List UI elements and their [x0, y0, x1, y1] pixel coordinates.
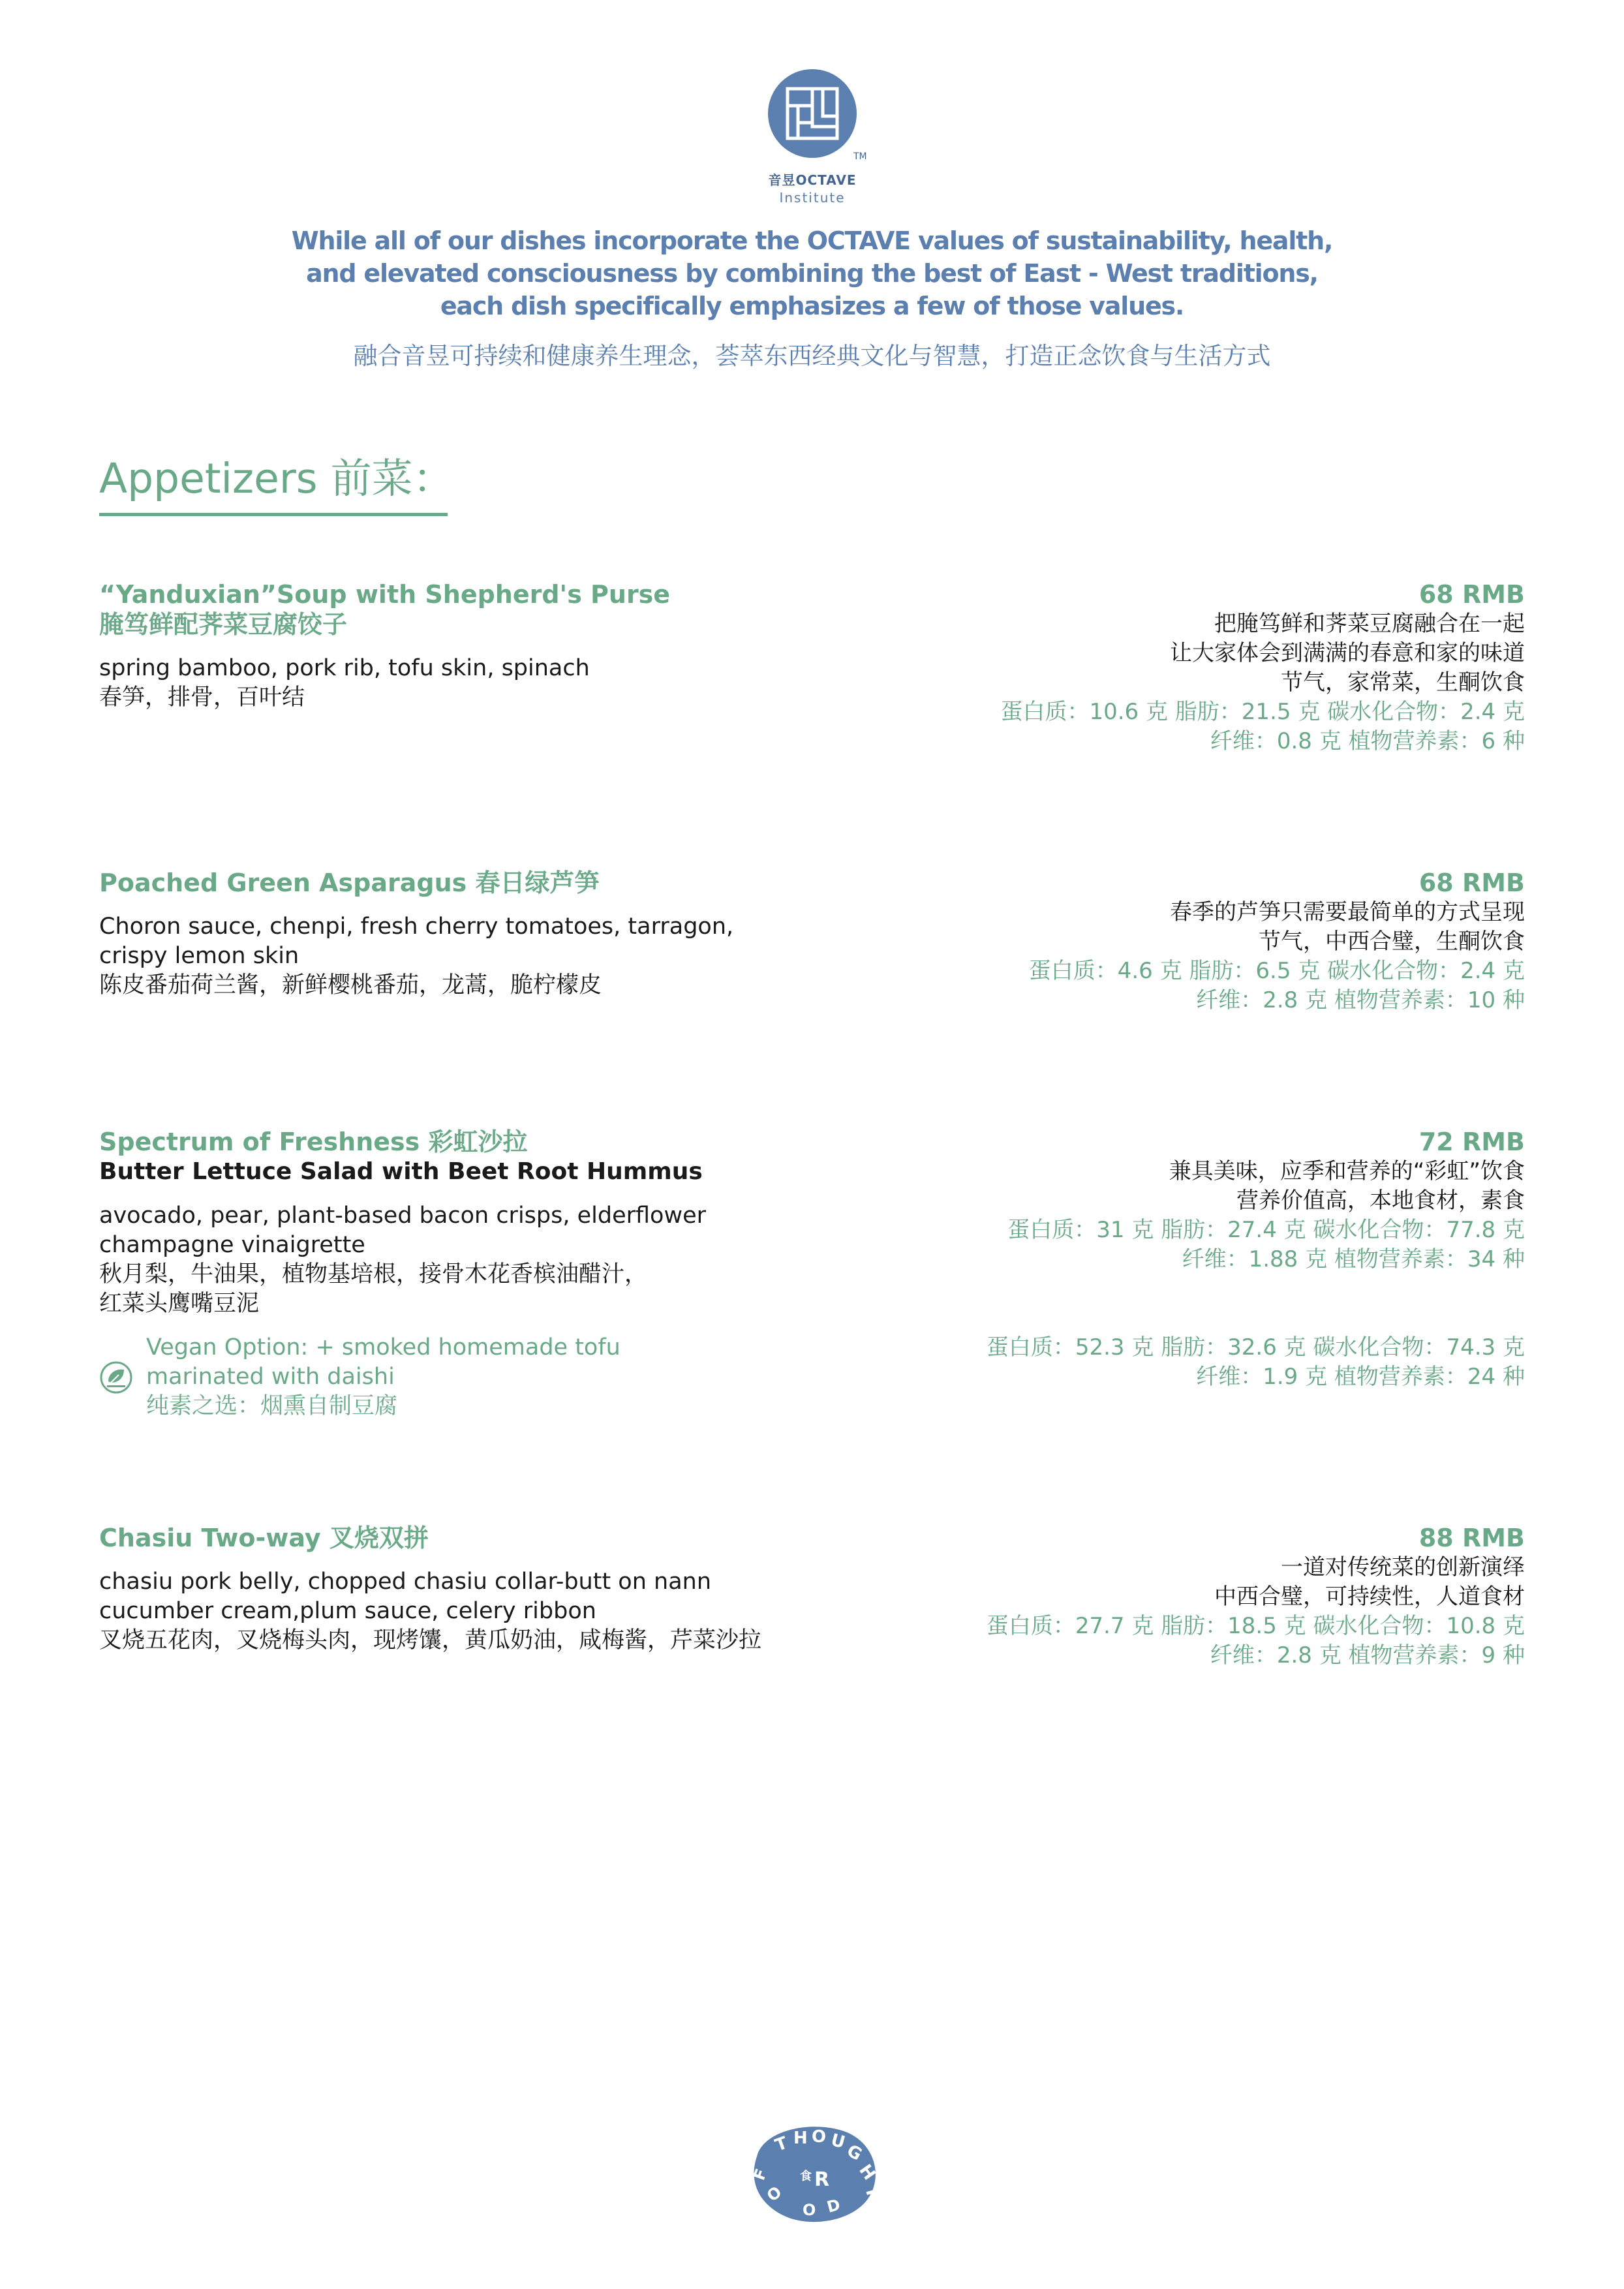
- item-price: 68 RMB: [1418, 868, 1525, 897]
- item-ingredients: spring bamboo, pork rib, tofu skin, spinach: [99, 655, 590, 681]
- item-subtitle: Butter Lettuce Salad with Beet Root Hummus: [99, 1158, 703, 1185]
- vegan-nutrition: [807, 1333, 1525, 1392]
- item-ingredients: Choron sauce, chenpi, fresh cherry tomatoes, tarragon,: [99, 914, 734, 940]
- item-ingredients: crispy lemon skin: [99, 943, 299, 969]
- item-right: [807, 579, 1525, 756]
- vegan-line: marinated with daishi: [146, 1364, 395, 1390]
- item-ingredients: champagne vinaigrette: [99, 1232, 365, 1258]
- vegan-line: 纯素之选：烟熏自制豆腐: [146, 1393, 398, 1419]
- item-ingredients: 叉烧五花肉，叉烧梅头肉，现烤馕，黄瓜奶油，咸梅酱，芹菜沙拉: [99, 1627, 762, 1653]
- item-ingredients: 春笋，排骨，百叶结: [99, 684, 305, 711]
- item-nutrition: 蛋白质：10.6 克 脂肪：21.5 克 碳水化合物：2.4 克: [1000, 699, 1525, 725]
- intro-line: each dish specifically emphasizes a few of those values.: [440, 292, 1184, 320]
- item-right: [807, 1127, 1525, 1274]
- logo-name: 音昱OCTAVE: [768, 172, 857, 188]
- thought-for-food-logo: [737, 2117, 887, 2228]
- section-title: Appetizers 前菜：: [99, 455, 454, 502]
- item-nutrition: 纤维：2.8 克 植物营养素：10 种: [1196, 987, 1525, 1013]
- svg-text:O: O: [763, 2183, 786, 2205]
- octave-logo-icon: [767, 68, 858, 159]
- intro-line: While all of our dishes incorporate the OCTAVE values of sustainability, health,: [291, 226, 1333, 255]
- item-right: [807, 1523, 1525, 1670]
- item-nutrition: 蛋白质：4.6 克 脂肪：6.5 克 碳水化合物：2.4 克: [1028, 958, 1525, 984]
- svg-text:R: R: [814, 2168, 830, 2191]
- item-ingredients: avocado, pear, plant-based bacon crisps, elderflower: [99, 1203, 707, 1229]
- octave-logo: [724, 68, 900, 206]
- svg-text:食: 食: [800, 2170, 812, 2183]
- item-ingredients: chasiu pork belly, chopped chasiu collar-butt on nann: [99, 1569, 712, 1595]
- item-ingredients: 秋月梨，牛油果，植物基培根，接骨木花香槟油醋汁，: [99, 1261, 648, 1287]
- item-name-zh: 腌笃鲜配荠菜豆腐饺子: [99, 610, 348, 639]
- item-note: 把腌笃鲜和荠菜豆腐融合在一起: [1214, 611, 1525, 637]
- vegan-nutrition-line: 纤维：1.9 克 植物营养素：24 种: [1196, 1364, 1525, 1390]
- item-ingredients: 陈皮番茄荷兰酱，新鲜樱桃番茄，龙蒿，脆柠檬皮: [99, 972, 602, 998]
- svg-text:H: H: [855, 2160, 880, 2184]
- item-name: Chasiu Two-way 叉烧双拼: [99, 1524, 429, 1552]
- item-ingredients: 红菜头鹰嘴豆泥: [99, 1291, 260, 1317]
- item-note: 兼具美味，应季和营养的“彩虹”饮食: [1169, 1158, 1525, 1184]
- item-nutrition: 蛋白质：27.7 克 脂肪：18.5 克 碳水化合物：10.8 克: [986, 1613, 1525, 1639]
- item-nutrition: 纤维：1.88 克 植物营养素：34 种: [1182, 1246, 1525, 1272]
- item-nutrition: 纤维：0.8 克 植物营养素：6 种: [1210, 728, 1525, 754]
- item-note: 让大家体会到满满的春意和家的味道: [1170, 640, 1525, 666]
- item-price: 88 RMB: [1418, 1524, 1525, 1552]
- item-price: 72 RMB: [1418, 1128, 1525, 1156]
- intro-english: [196, 224, 1428, 322]
- item-name: “Yanduxian”Soup with Shepherd's Purse: [99, 580, 671, 609]
- svg-text:U: U: [829, 2130, 848, 2153]
- item-note: 中西合璧，可持续性，人道食材: [1214, 1584, 1525, 1610]
- item-right: [807, 868, 1525, 1015]
- vegan-nutrition-line: 蛋白质：52.3 克 脂肪：32.6 克 碳水化合物：74.3 克: [986, 1334, 1525, 1360]
- intro-line: and elevated consciousness by combining the best of East - West traditions,: [306, 259, 1318, 288]
- vegan-text: [146, 1333, 799, 1421]
- item-note: 一道对传统菜的创新演绎: [1281, 1554, 1525, 1580]
- svg-text:T: T: [773, 2133, 791, 2156]
- item-note: 营养价值高，本地食材，素食: [1236, 1188, 1525, 1214]
- logo-trademark: TM: [853, 151, 867, 162]
- item-note: 春季的芦笋只需要最简单的方式呈现: [1170, 899, 1525, 925]
- item-name: Poached Green Asparagus 春日绿芦笋: [99, 868, 600, 897]
- svg-text:O: O: [812, 2127, 827, 2147]
- item-nutrition: 纤维：2.8 克 植物营养素：9 种: [1210, 1642, 1525, 1668]
- leaf-icon: [99, 1360, 133, 1394]
- svg-text:F: F: [750, 2166, 771, 2183]
- logo-subtitle: Institute: [779, 190, 846, 206]
- item-nutrition: 蛋白质：31 克 脂肪：27.4 克 碳水化合物：77.8 克: [1007, 1217, 1525, 1243]
- svg-text:O: O: [803, 2201, 816, 2219]
- item-ingredients: cucumber cream,plum sauce, celery ribbon: [99, 1598, 596, 1624]
- item-name: Spectrum of Freshness 彩虹沙拉: [99, 1128, 528, 1156]
- svg-text:G: G: [843, 2141, 865, 2165]
- item-price: 68 RMB: [1418, 580, 1525, 609]
- svg-text:T: T: [861, 2184, 883, 2200]
- svg-text:D: D: [825, 2195, 842, 2217]
- svg-text:H: H: [793, 2128, 808, 2148]
- item-note: 节气，中西合璧，生酮饮食: [1259, 929, 1525, 955]
- item-note: 节气，家常菜，生酮饮食: [1281, 669, 1525, 696]
- intro-chinese: 融合音昱可持续和健康养生理念，荟萃东西经典文化与智慧，打造正念饮食与生活方式: [353, 342, 1271, 370]
- vegan-line: Vegan Option: + smoked homemade tofu: [146, 1334, 620, 1360]
- section-underline: [99, 513, 448, 516]
